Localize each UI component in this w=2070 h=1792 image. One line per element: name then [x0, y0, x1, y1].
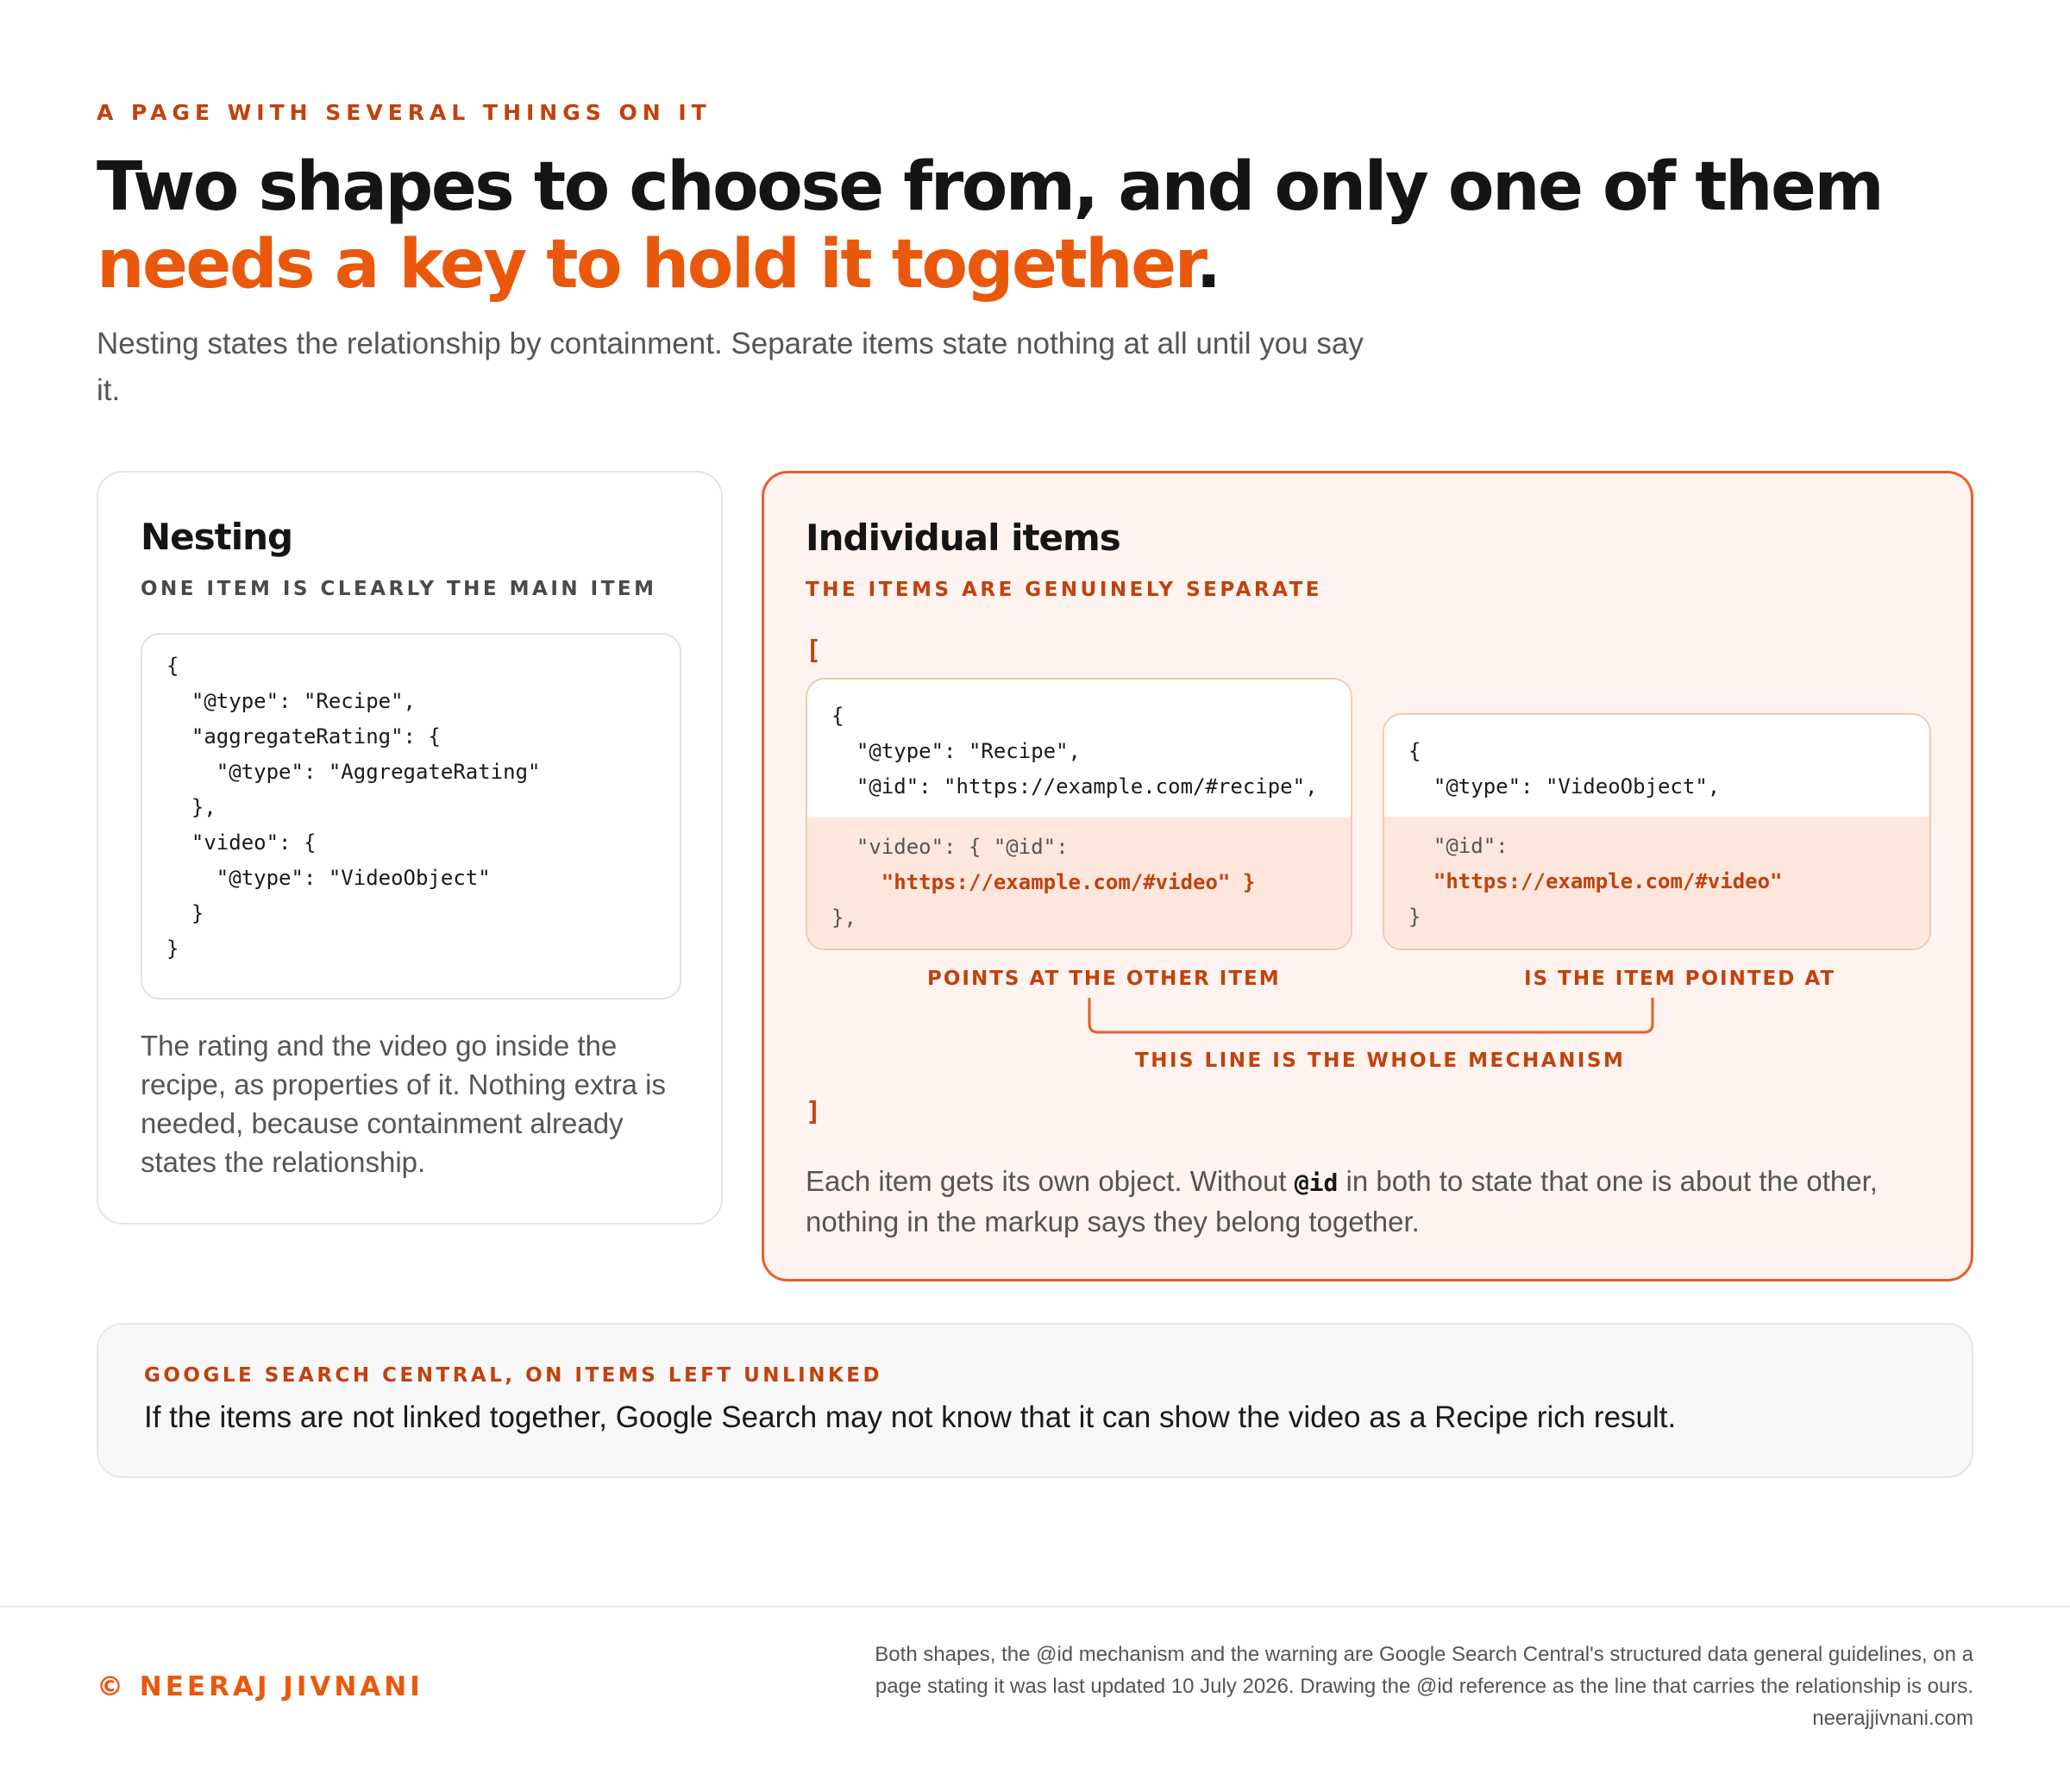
source-url[interactable]: neerajjivnani.com: [1812, 1707, 1973, 1730]
title-end: .: [1195, 226, 1220, 304]
video-id-prefix: "@id":: [1433, 834, 1509, 858]
footer-divider: [0, 1606, 2070, 1607]
page-title: [97, 148, 1994, 304]
pointed-label: IS THE ITEM POINTED AT: [1524, 968, 1836, 990]
nesting-code-block: [141, 633, 681, 999]
video-id-value: "https://example.com/#video": [1433, 869, 1783, 893]
id-keyword: @id: [1294, 1169, 1339, 1197]
video-code: { "@type": "VideoObject",: [1408, 739, 1721, 799]
recipe-ref-prefix: "video": { "@id":: [856, 835, 1069, 859]
individual-items-card: [762, 471, 1973, 1281]
points-label: POINTS AT THE OTHER ITEM: [927, 968, 1281, 990]
title-accent: needs a key to hold it together: [97, 226, 1196, 304]
desc-after: in both to state that one is about the other, nothing in the markup says they belong together.: [806, 1165, 1878, 1237]
mechanism-label: THIS LINE IS THE WHOLE MECHANISM: [1135, 1050, 1626, 1072]
guideline-quote-box: [97, 1323, 1973, 1478]
recipe-video-reference: "https://example.com/#video" }: [881, 870, 1256, 894]
array-close-bracket: ]: [806, 1097, 822, 1127]
eyebrow: A PAGE WITH SEVERAL THINGS ON IT: [97, 100, 712, 125]
copyright: © NEERAJ JIVNANI: [97, 1671, 423, 1702]
nesting-description: The rating and the video go inside the recipe, as properties of it. Nothing extra is needed, because containment already states the relationship.: [141, 1030, 666, 1178]
source-line-2: page stating it was last updated 10 July 2026. Drawing the @id reference as the line that carries the relationship is ours.: [875, 1675, 1973, 1698]
individual-title: Individual items: [806, 517, 1120, 559]
array-open-bracket: [: [806, 636, 822, 666]
mechanism-connector-line: [764, 473, 1976, 1129]
video-close: }: [1408, 905, 1421, 929]
source-note: [766, 1638, 1973, 1734]
individual-description: [806, 1162, 1927, 1241]
recipe-close: },: [831, 905, 856, 930]
nesting-title: Nesting: [141, 516, 293, 558]
source-line-1: Both shapes, the @id mechanism and the warning are Google Search Central's structured data general guidelines, on a: [875, 1643, 1973, 1666]
nesting-kicker: ONE ITEM IS CLEARLY THE MAIN ITEM: [141, 578, 657, 600]
nesting-card: [97, 471, 723, 1225]
recipe-code: { "@type": "Recipe", "@id": "https://example.com/#recipe",: [831, 704, 1318, 799]
individual-kicker: THE ITEMS ARE GENUINELY SEPARATE: [806, 579, 1323, 601]
quote-text: If the items are not linked together, Google Search may not know that it can show the video as a Recipe rich result.: [144, 1400, 1677, 1434]
quote-label: GOOGLE SEARCH CENTRAL, ON ITEMS LEFT UNLINKED: [144, 1364, 883, 1387]
title-main: Two shapes to choose from, and only one of them: [97, 148, 1883, 226]
nesting-code: { "@type": "Recipe", "aggregateRating": { "@type": "AggregateRating" }, "video": { "@type": "VideoObject" } }: [166, 654, 541, 961]
page-subtitle: Nesting states the relationship by containment. Separate items state nothing at all until you say it.: [97, 327, 1364, 407]
desc-before: Each item gets its own object. Without: [806, 1165, 1295, 1197]
